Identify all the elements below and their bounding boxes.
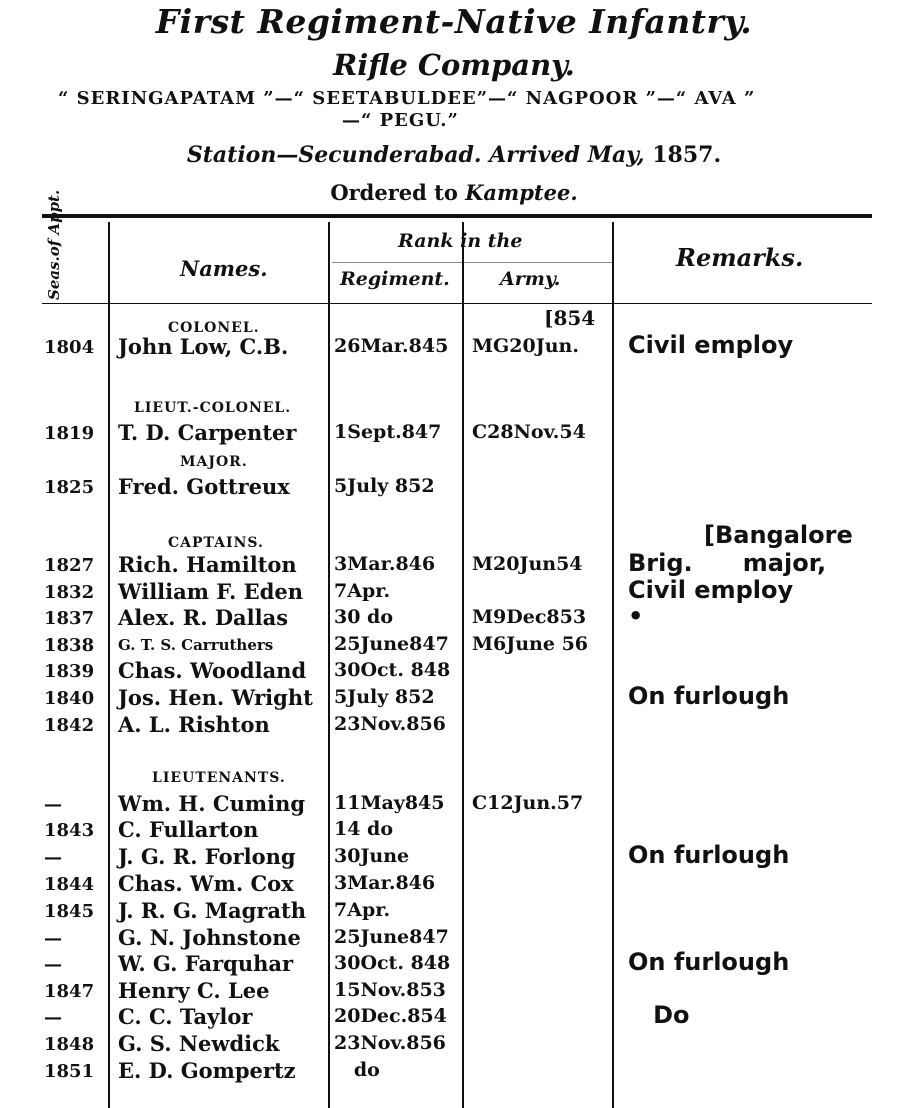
row-regiment-rank: 3Mar.846 xyxy=(334,553,436,575)
arrived-year: 1857. xyxy=(652,142,722,168)
row-year: — xyxy=(44,954,62,975)
row-regiment-rank: 7Apr. xyxy=(334,899,391,921)
row-regiment-rank: 25June847 xyxy=(334,633,449,655)
row-regiment-rank: 15Nov.853 xyxy=(334,979,446,1001)
ordered-label: Ordered to xyxy=(330,180,458,205)
row-regiment-rank: 7Apr. xyxy=(334,580,391,602)
row-army-rank: C12Jun.57 xyxy=(472,792,584,814)
table-row xyxy=(0,841,908,870)
header-remarks: Remarks. xyxy=(676,243,804,272)
row-year: 1844 xyxy=(44,874,95,895)
row-year: 1843 xyxy=(44,820,95,841)
row-regiment-rank: 1Sept.847 xyxy=(334,421,442,443)
table-row xyxy=(0,1001,908,1030)
row-regiment-rank: 3Mar.846 xyxy=(334,872,436,894)
row-name: Chas. Woodland xyxy=(118,658,307,683)
row-regiment-rank: 14 do xyxy=(334,818,394,840)
row-regiment-rank: do xyxy=(334,1059,380,1081)
row-year: — xyxy=(44,847,62,868)
row-year: 1847 xyxy=(44,981,95,1002)
ordered-line xyxy=(0,180,908,205)
row-army-rank: C28Nov.54 xyxy=(472,421,586,443)
row-name: Rich. Hamilton xyxy=(118,552,297,577)
table-row xyxy=(0,549,908,578)
row-regiment-rank: 30Oct. 848 xyxy=(334,659,451,681)
row-year: 1839 xyxy=(44,661,95,682)
row-year: — xyxy=(44,1007,62,1028)
row-regiment-rank: 20Dec.854 xyxy=(334,1005,447,1027)
row-name: A. L. Rishton xyxy=(118,712,270,737)
row-year: — xyxy=(44,928,62,949)
row-name: John Low, C.B. xyxy=(118,334,289,359)
row-year: 1840 xyxy=(44,688,95,709)
header-army: Army. xyxy=(500,268,561,290)
table-row xyxy=(0,948,908,977)
header-regiment: Regiment. xyxy=(340,268,450,290)
row-name: C. C. Taylor xyxy=(118,1004,253,1029)
document-subtitle: Rifle Company. xyxy=(333,48,575,82)
section-label-lieutenants: LIEUTENANTS. xyxy=(152,770,286,786)
table-row xyxy=(0,331,908,360)
table-row xyxy=(0,712,908,738)
row-year: 1842 xyxy=(44,715,95,736)
row-year: 1848 xyxy=(44,1034,95,1055)
row-remarks: Civil employ xyxy=(628,576,794,604)
row-remarks: • xyxy=(628,602,644,630)
table-row xyxy=(0,1031,908,1057)
row-regiment-rank: 23Nov.856 xyxy=(334,713,446,735)
row-name: T. D. Carpenter xyxy=(118,420,297,445)
header-names: Names. xyxy=(180,256,268,281)
row-name: J. R. G. Magrath xyxy=(118,898,306,923)
header-seas-of-appt: Seas.of Appt. xyxy=(45,189,63,300)
row-regiment-rank: 30 do xyxy=(334,606,394,628)
header-rank-in-the: Rank in the xyxy=(398,230,523,252)
row-name: C. Fullarton xyxy=(118,817,259,842)
arrived-label: Arrived May, xyxy=(489,142,645,168)
row-regiment-rank: 11May845 xyxy=(334,792,445,814)
honours-line-2: —“ PEGU.” xyxy=(342,110,459,131)
table-row xyxy=(0,576,908,605)
honours-line-1: “ SERINGAPATAM ”—“ SEETABULDEE”—“ NAGPOOR ”—“ AVA ” xyxy=(58,88,756,109)
section-label-colonel: COLONEL. xyxy=(168,320,260,336)
section-label-lieut-colonel: LIEUT.-COLONEL. xyxy=(134,400,292,416)
row-name: E. D. Gompertz xyxy=(118,1058,296,1083)
station-line xyxy=(0,142,908,168)
row-name: G. N. Johnstone xyxy=(118,925,301,950)
row-name: Fred. Gottreux xyxy=(118,474,290,499)
row-regiment-rank: 23Nov.856 xyxy=(334,1032,446,1054)
row-army-rank: M9Dec853 xyxy=(472,606,587,628)
row-regiment-rank: 5July 852 xyxy=(334,475,435,497)
row-regiment-rank: 25June847 xyxy=(334,926,449,948)
row-name: Alex. R. Dallas xyxy=(118,605,289,630)
row-name: Jos. Hen. Wright xyxy=(118,685,313,710)
row-regiment-rank: 5July 852 xyxy=(334,686,435,708)
row-year: 1819 xyxy=(44,423,95,444)
station-label: Station—Secunderabad. xyxy=(186,142,482,168)
table-row xyxy=(0,1058,908,1084)
table-row xyxy=(0,791,908,817)
table-row xyxy=(0,602,908,631)
table-row xyxy=(0,658,908,684)
row-remarks: On furlough xyxy=(628,841,790,869)
table-row xyxy=(0,474,908,500)
row-name: Chas. Wm. Cox xyxy=(118,871,294,896)
table-row xyxy=(0,978,908,1004)
row-name: J. G. R. Forlong xyxy=(118,844,296,869)
table-row xyxy=(0,898,908,924)
row-name: G. T. S. Carruthers xyxy=(118,636,274,654)
section-label-major: MAJOR. xyxy=(180,454,248,470)
row-name: Wm. H. Cuming xyxy=(118,791,306,816)
row-year: 1851 xyxy=(44,1061,95,1082)
row-year: 1825 xyxy=(44,477,95,498)
row-army-rank: M20Jun54 xyxy=(472,553,583,575)
table-row xyxy=(0,871,908,897)
row-remarks: Do xyxy=(628,1001,690,1029)
row-army-rank: M6June 56 xyxy=(472,633,589,655)
row-name: G. S. Newdick xyxy=(118,1031,280,1056)
row-remarks: Civil employ xyxy=(628,331,794,359)
table-row xyxy=(0,632,908,658)
rank-sub-rule xyxy=(332,262,614,263)
document-title: First Regiment-Native Infantry. xyxy=(155,2,753,41)
row-remarks: On furlough xyxy=(628,948,790,976)
row-year: 1838 xyxy=(44,635,95,656)
row-regiment-rank: 30June xyxy=(334,845,410,867)
row-year: 1837 xyxy=(44,608,95,629)
army-bracket-note: [854 xyxy=(544,306,596,330)
row-name: William F. Eden xyxy=(118,579,304,604)
section-label-captains: CAPTAINS. xyxy=(168,535,264,551)
row-year: 1804 xyxy=(44,337,95,358)
row-year: — xyxy=(44,794,62,815)
row-remarks: Brig. major, xyxy=(628,549,827,577)
remarks-bangalore-note: [Bangalore xyxy=(704,521,853,549)
table-row xyxy=(0,420,908,446)
row-year: 1832 xyxy=(44,582,95,603)
row-army-rank: MG20Jun. xyxy=(472,335,579,357)
ordered-place: Kamptee. xyxy=(465,180,578,205)
row-regiment-rank: 30Oct. 848 xyxy=(334,952,451,974)
row-regiment-rank: 26Mar.845 xyxy=(334,335,449,357)
row-year: 1845 xyxy=(44,901,95,922)
table-top-rule xyxy=(42,214,872,218)
row-name: Henry C. Lee xyxy=(118,978,270,1003)
row-name: W. G. Farquhar xyxy=(118,951,294,976)
row-remarks: On furlough xyxy=(628,682,790,710)
row-year: 1827 xyxy=(44,555,95,576)
table-row xyxy=(0,682,908,711)
table-row xyxy=(0,817,908,843)
header-bottom-rule xyxy=(42,303,872,304)
